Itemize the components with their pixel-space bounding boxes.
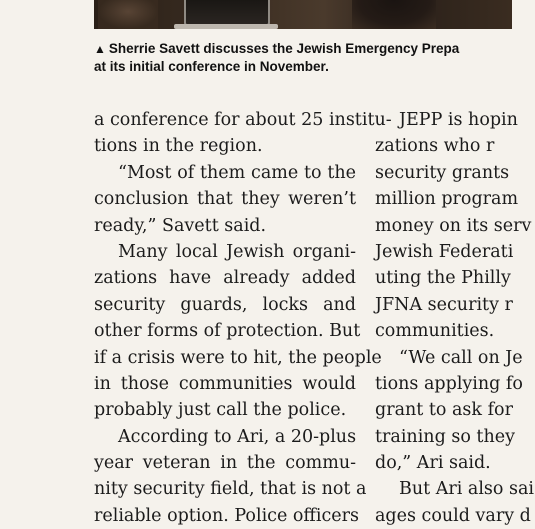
text-line: year veteran in the commu- bbox=[94, 453, 356, 474]
text-line: zations have already added bbox=[94, 268, 356, 289]
caption-text-1: Sherrie Savett discusses the Jewish Emergency Prepa bbox=[108, 41, 460, 56]
text-line: training so they bbox=[375, 426, 515, 447]
photo-figure bbox=[352, 0, 436, 29]
text-line: tions applying fo bbox=[375, 373, 523, 394]
text-line: tions in the region. bbox=[94, 136, 263, 157]
photo-caption bbox=[94, 40, 534, 76]
text-line: a conference for about 25 institu- bbox=[94, 110, 392, 130]
caption-line-2: at its initial conference in November. bbox=[94, 59, 329, 74]
text-line: Many local Jewish organi- bbox=[118, 241, 356, 262]
text-line: zations who r bbox=[375, 136, 495, 157]
text-line: probably just call the police. bbox=[94, 400, 347, 421]
text-line: ready,” Savett said. bbox=[94, 215, 267, 236]
text-line: if a crisis were to hit, the people bbox=[94, 347, 382, 368]
text-line: ages could vary d bbox=[375, 505, 531, 526]
text-line: communities. bbox=[375, 321, 495, 342]
photo-laptop bbox=[184, 0, 270, 26]
text-line: in those communities would bbox=[94, 373, 356, 394]
text-line: nity security field, that is not a bbox=[94, 479, 367, 500]
text-line: Jewish Federati bbox=[375, 241, 514, 262]
article-photo bbox=[94, 0, 512, 29]
text-line: conclusion that they weren’t bbox=[94, 189, 356, 210]
article-column-right bbox=[375, 107, 535, 529]
photo-laptop-base bbox=[174, 24, 278, 29]
text-line: uting the Philly bbox=[375, 268, 511, 289]
text-line: reliable option. Police officers bbox=[94, 505, 359, 526]
triangle-icon: ▲ bbox=[94, 42, 106, 56]
photo-lamp-glow bbox=[98, 0, 158, 29]
text-line: According to Ari, a 20-plus bbox=[118, 426, 357, 447]
text-line: security guards, locks and bbox=[94, 294, 356, 315]
text-line: money on its serv bbox=[375, 215, 532, 236]
text-line: But Ari also sai bbox=[399, 479, 535, 500]
text-line: do,” Ari said. bbox=[375, 453, 491, 474]
text-line: other forms of protection. But bbox=[94, 321, 361, 342]
text-line: JFNA security r bbox=[375, 294, 513, 315]
text-line: grant to ask for bbox=[375, 400, 513, 421]
article-column-left bbox=[94, 107, 392, 529]
text-line: “Most of them came to the bbox=[118, 162, 356, 183]
caption-line-1 bbox=[94, 40, 534, 58]
text-line: JEPP is hopin bbox=[399, 110, 518, 130]
text-line: security grants bbox=[375, 162, 510, 183]
text-line: million program bbox=[375, 189, 519, 210]
text-line: “We call on Je bbox=[399, 347, 523, 368]
